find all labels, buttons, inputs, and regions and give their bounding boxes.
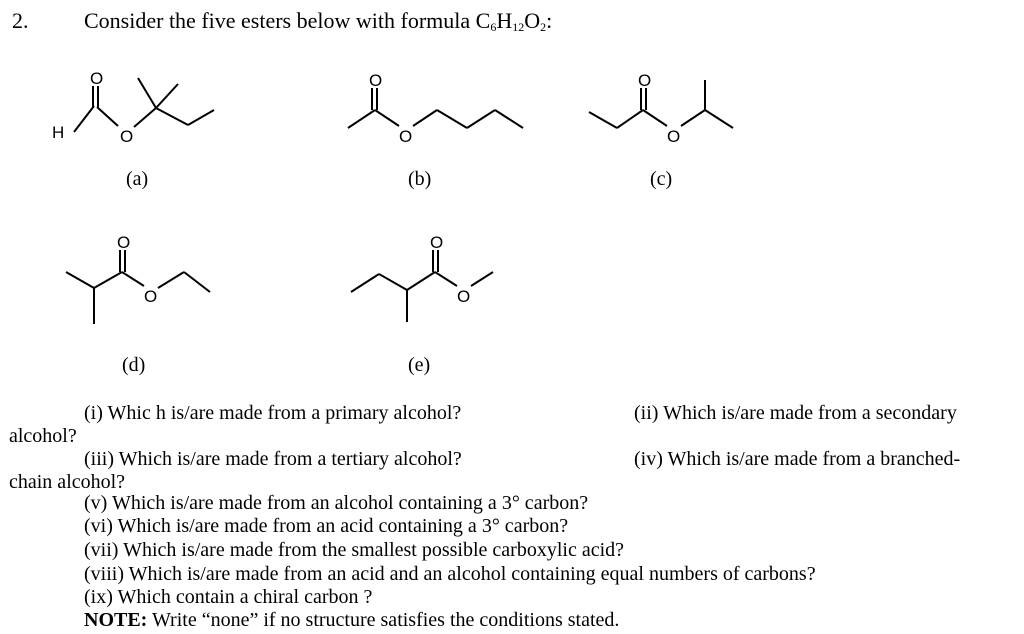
structure-a (50, 70, 230, 160)
note-text: Write “none” if no structure satisfies the conditions stated. (147, 609, 620, 631)
atom-o-carbonyl: O (369, 71, 383, 90)
atom-o-carbonyl: O (638, 71, 652, 90)
structure-b (345, 70, 535, 160)
intro-h: H (496, 8, 513, 33)
label-c: (c) (650, 168, 673, 190)
question-intro (84, 8, 552, 35)
intro-suffix: : (546, 8, 553, 33)
label-d: (d) (122, 354, 146, 376)
atom-o-carbonyl: O (117, 233, 131, 252)
subquestion-iv-continued: chain alcohol? (9, 471, 126, 493)
subscript-c: 6 (490, 20, 497, 34)
subquestion-ii: (ii) Which is/are made from a secondary (634, 402, 957, 424)
atom-o-ester: O (144, 287, 158, 306)
subquestion-i: (i) Whic h is/are made from a primary alcohol? (84, 402, 462, 424)
structure-e (345, 232, 505, 332)
subquestion-ii-continued: alcohol? (9, 425, 77, 447)
subquestion-vii: (vii) Which is/are made from the smallest possible carboxylic acid? (84, 539, 625, 561)
structure-c (585, 70, 745, 160)
label-b: (b) (408, 168, 432, 190)
subscript-h: 12 (512, 20, 525, 34)
label-a: (a) (126, 168, 149, 190)
label-e: (e) (408, 354, 431, 376)
subquestion-iv: (iv) Which is/are made from a branched- (634, 448, 961, 470)
atom-h: H (52, 123, 65, 142)
subquestion-v: (v) Which is/are made from an alcohol containing a 3° carbon? (84, 492, 589, 514)
structure-d (60, 232, 230, 332)
atom-o-carbonyl: O (430, 233, 444, 252)
subquestion-ix: (ix) Which contain a chiral carbon ? (84, 586, 373, 608)
atom-o-ester: O (667, 127, 681, 146)
note-label: NOTE: (84, 609, 148, 631)
atom-o-carbonyl: O (90, 70, 104, 88)
subquestion-iii: (iii) Which is/are made from a tertiary alcohol? (84, 448, 462, 470)
atom-o-ester: O (399, 127, 413, 146)
subquestion-viii: (viii) Which is/are made from an acid and an alcohol containing equal numbers of carbons? (84, 563, 816, 585)
subscript-o: 2 (540, 20, 547, 34)
intro-prefix: Consider the five esters below with formula C (84, 8, 491, 33)
atom-o-ester: O (457, 287, 471, 306)
subquestion-vi: (vi) Which is/are made from an acid containing a 3° carbon? (84, 515, 569, 537)
note (84, 609, 619, 631)
atom-o-ester: O (120, 127, 134, 146)
intro-o: O (524, 8, 541, 33)
question-number: 2. (12, 8, 29, 33)
